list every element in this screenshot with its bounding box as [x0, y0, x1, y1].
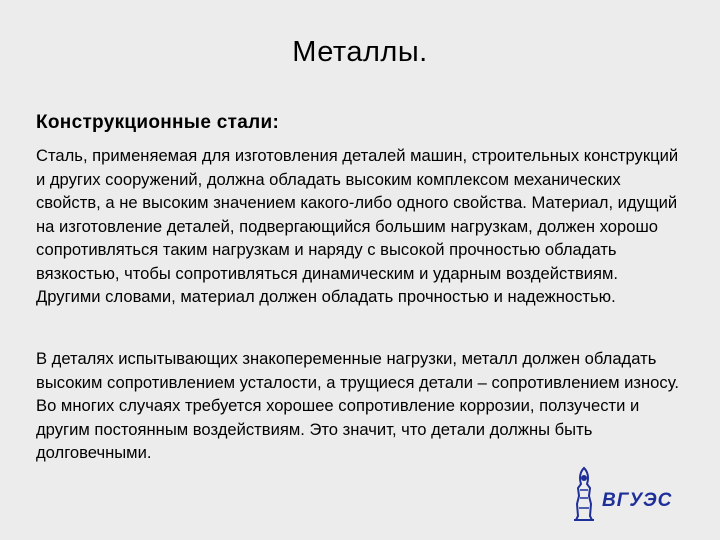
slide-title: Металлы. — [292, 36, 428, 68]
paragraph-2: В деталях испытывающих знакопеременные нагрузки, металл должен обладать высоким сопротивлением усталости, а трущиеся детали – сопротивлением износу. Во многих случаях требуется хорошее сопротивление коррозии, ползучести и другим постоянным воздействиям. Это значит, что детали должны быть долговечными. — [36, 349, 679, 462]
paragraph-1: Сталь, применяемая для изготовления деталей машин, строительных конструкций и других сооружений, должна обладать высоким комплексом механических свойств, а не высоким значением какого-либо одного свойства. Материал, идущий на изготовление деталей, подвергающийся большим нагрузкам, должен хорошо сопротивляться таким нагрузкам и наряду с высокой прочностью обладать вязкостью, чтобы сопротивляться динамическим и ударным воздействиям. Другими словами, материал должен обладать прочностью и надежностью. — [36, 146, 679, 306]
university-logo — [566, 466, 706, 526]
university-emblem-icon — [570, 466, 598, 522]
logo-text: ВГУЭС — [602, 490, 673, 511]
section-heading: Конструкционные стали: — [36, 112, 280, 133]
